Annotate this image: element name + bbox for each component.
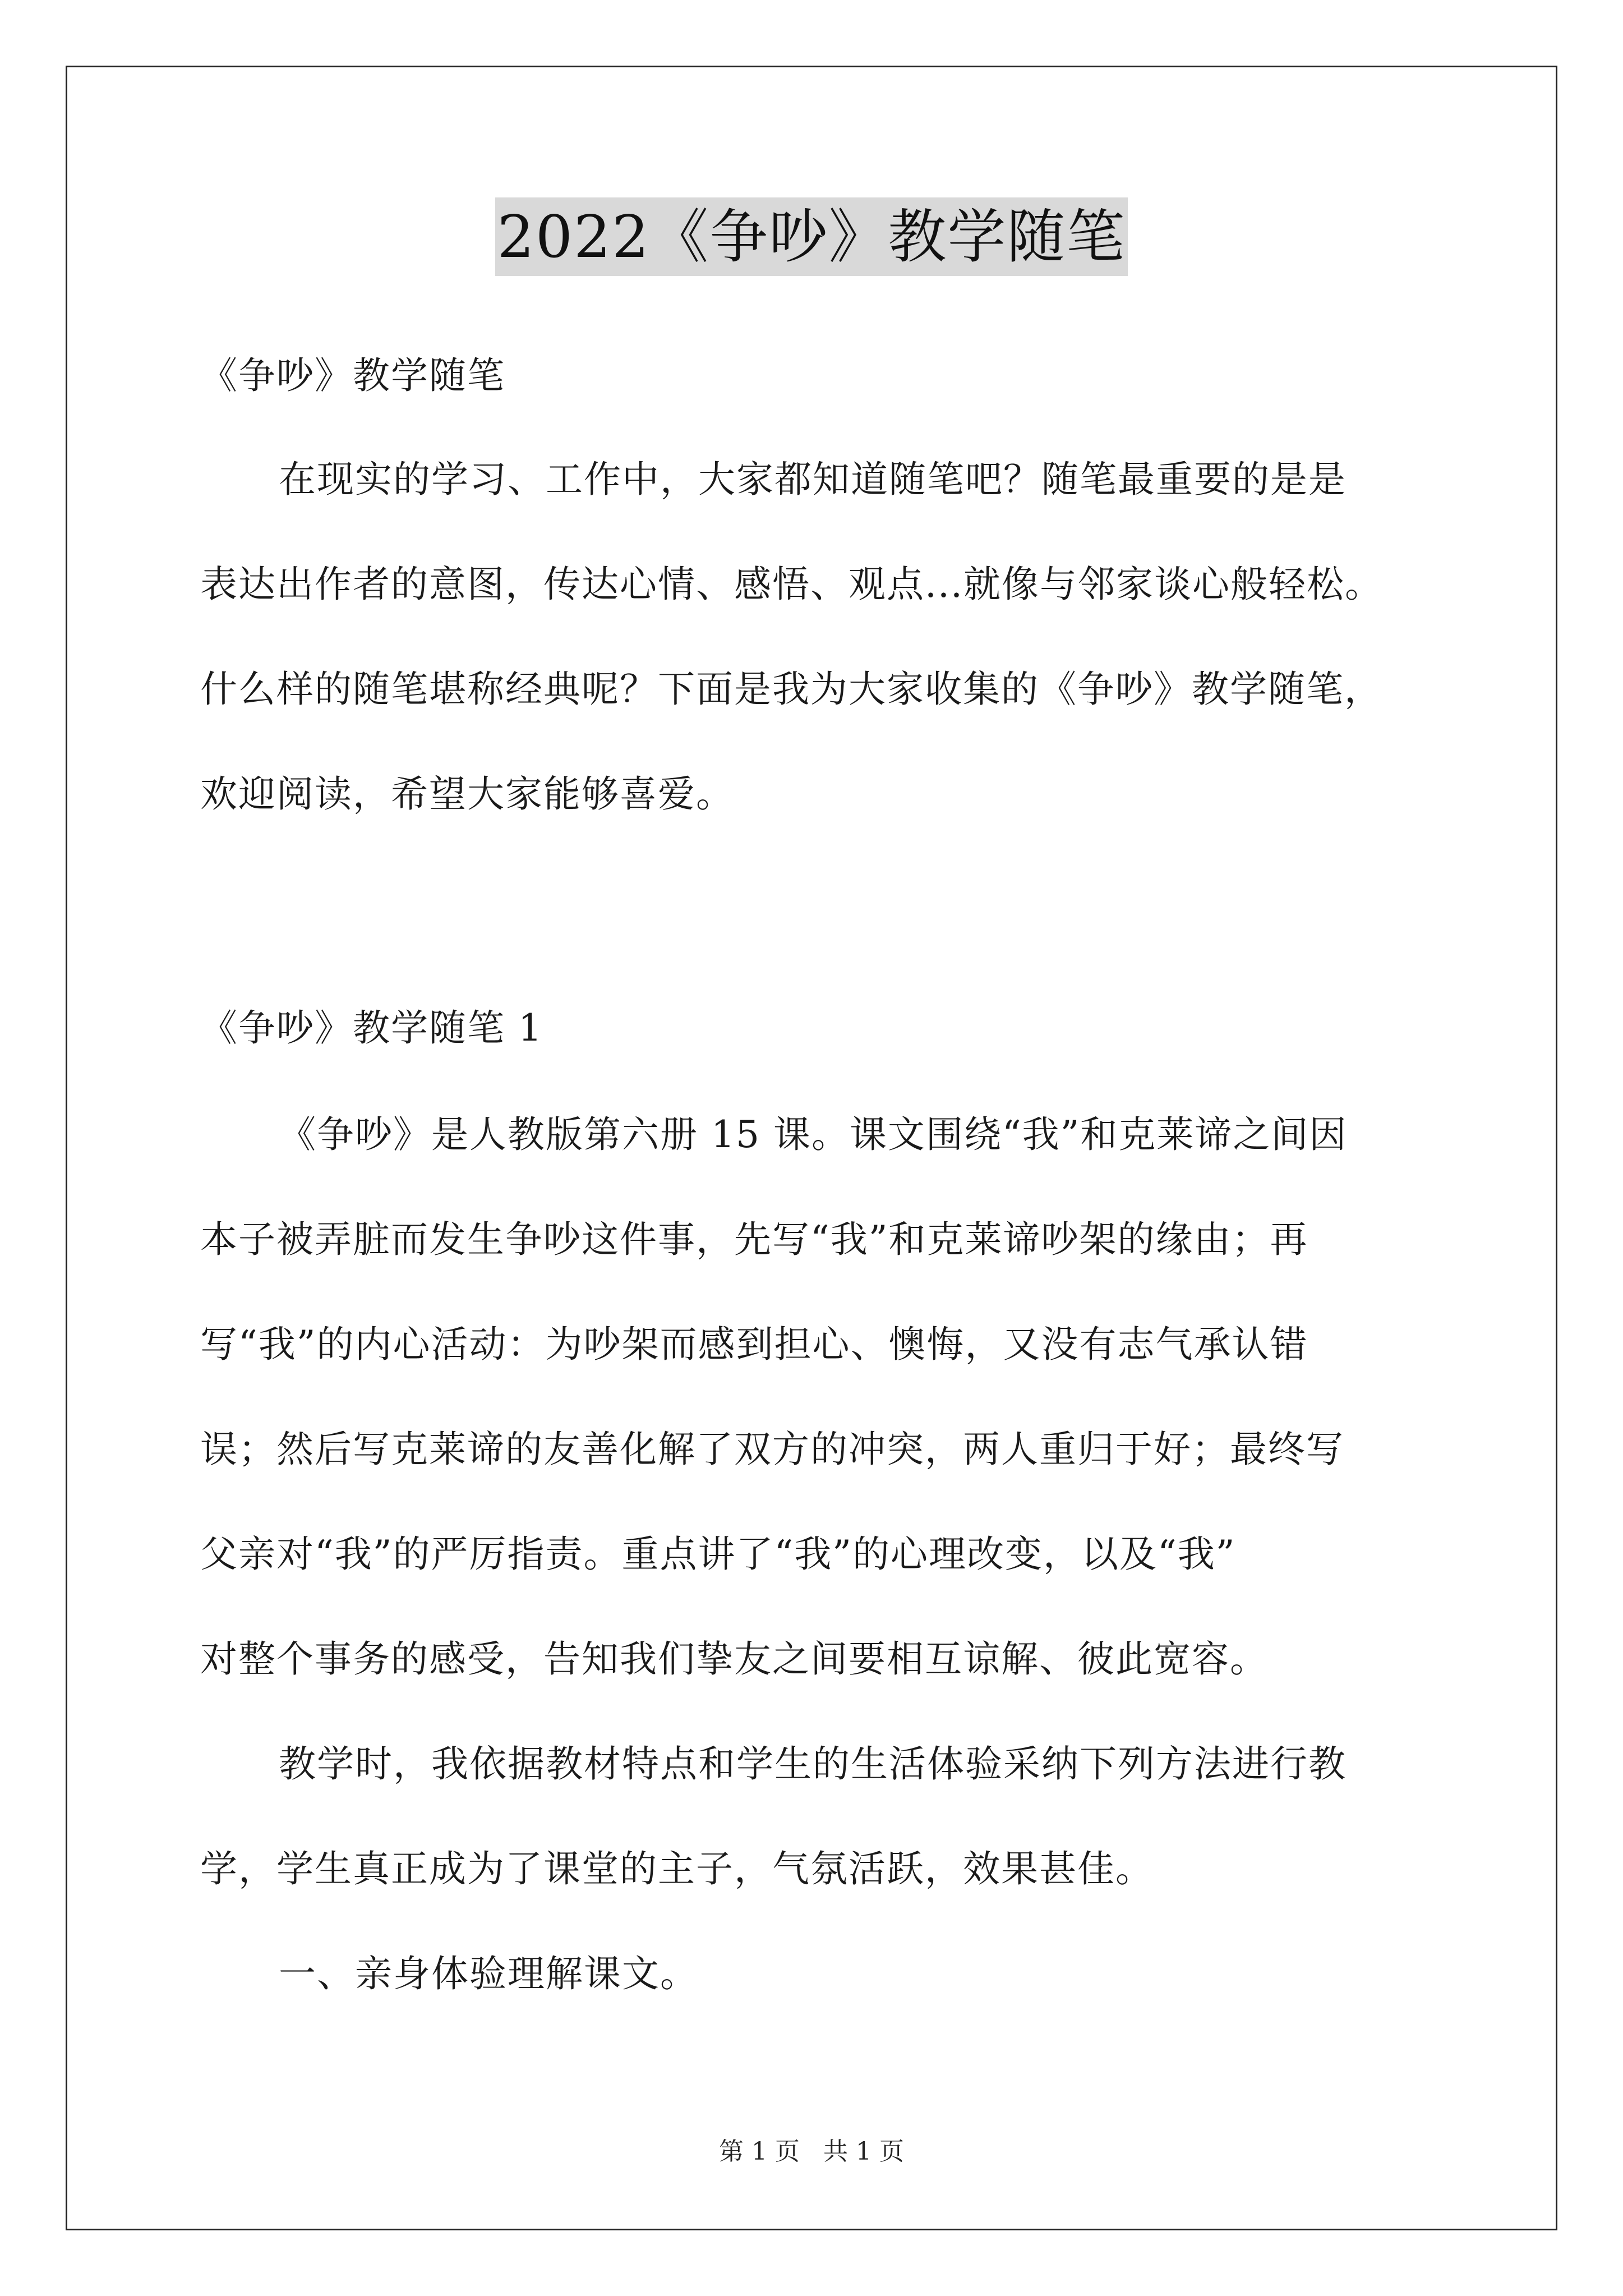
- paragraph-line: 本子被弄脏而发生争吵这件事，先写“我”和克莱谛吵架的缘由；再: [200, 1218, 1308, 1261]
- intro-line: 在现实的学习、工作中，大家都知道随笔吧？随笔最重要的是是: [279, 458, 1347, 501]
- document-title: 2022《争吵》教学随笔: [495, 197, 1128, 276]
- document-subtitle: 《争吵》教学随笔: [200, 354, 505, 397]
- paragraph-line: 对整个事务的感受，告知我们挚友之间要相互谅解、彼此宽容。: [200, 1637, 1268, 1681]
- page-number-current: 第 1 页: [719, 2137, 800, 2166]
- paragraph-line: 误；然后写克莱谛的友善化解了双方的冲突，两人重归于好；最终写: [200, 1428, 1344, 1471]
- paragraph-line: 学，学生真正成为了课堂的主子，气氛活跃，效果甚佳。: [200, 1847, 1154, 1890]
- point-heading: 一、亲身体验理解课文。: [279, 1952, 698, 1995]
- paragraph-line: 父亲对“我”的严厉指责。重点讲了“我”的心理改变，以及“我”: [200, 1533, 1236, 1576]
- paragraph-line: 《争吵》是人教版第六册 15 课。课文围绕“我”和克莱谛之间因: [279, 1113, 1348, 1156]
- paragraph-line: 写“我”的内心活动：为吵架而感到担心、懊悔，又没有志气承认错: [200, 1323, 1308, 1366]
- intro-line: 表达出作者的意图，传达心情、感悟、观点...就像与邻家谈心般轻松。: [200, 563, 1383, 606]
- page-footer: [0, 2136, 1623, 2168]
- intro-line: 什么样的随笔堪称经典呢？下面是我为大家收集的《争吵》教学随笔，: [200, 668, 1382, 711]
- section-heading: 《争吵》教学随笔 1: [200, 1006, 543, 1050]
- title-container: [0, 197, 1623, 276]
- intro-line: 欢迎阅读，希望大家能够喜爱。: [200, 772, 734, 816]
- paragraph-line: 教学时，我依据教材特点和学生的生活体验采纳下列方法进行教: [279, 1742, 1347, 1786]
- page-number-total: 共 1 页: [823, 2137, 904, 2166]
